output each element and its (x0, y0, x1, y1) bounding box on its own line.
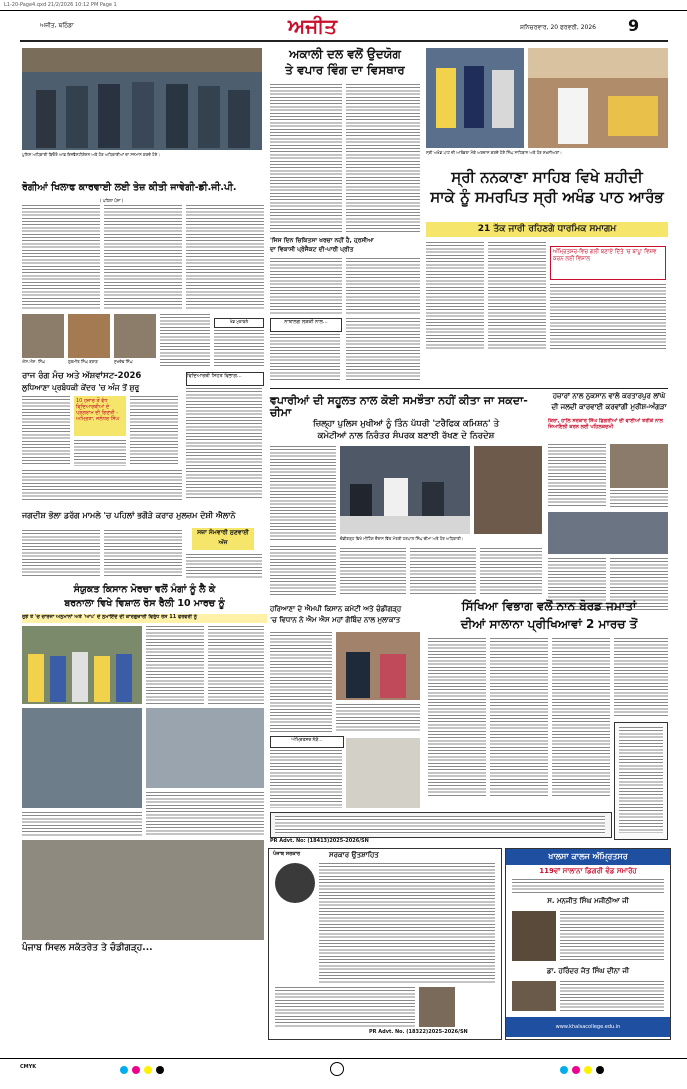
article-text-column (74, 440, 126, 466)
page-city: ਅਜੀਤ, ਬਠਿੰਡਾ (40, 22, 74, 29)
bottom-rule (0, 1058, 687, 1059)
continued-tag: ( ਪਹਿਲਾ ਪੰਨਾ ) (100, 198, 124, 203)
article-text-column (488, 242, 546, 350)
article-text-column (160, 314, 210, 366)
article-text-column (410, 548, 476, 596)
portrait-name: ਸੁਖਦੇਵ ਸਿੰਘ (114, 359, 133, 364)
nankana-headline: ਸਾਕੇ ਨੂੰ ਸਮਰਪਿਤ ਸ੍ਰੀ ਅਖੰਡ ਪਾਠ ਆਰੰਭ (430, 188, 664, 206)
article-text-column (336, 704, 420, 732)
kisan-headline: ਬਰਨਾਲਾ ਵਿਖੇ ਵਿਸ਼ਾਲ ਰੋਸ ਰੈਲੀ 10 ਮਾਰਚ ਨੂੰ (64, 598, 225, 609)
minor-girl-box: ਨਾਬਾਲਗ ਲੜਕੀ ਨਾਲ... (270, 318, 342, 332)
color-registration-icon (584, 1066, 592, 1074)
quote-box: 10 ਹਜ਼ਾਰ ਤੋਂ ਵੱਧ ਵਿਦਿਆਰਥੀਆਂ ਦੇ ਪ੍ਰੋਗਰਾਮ ਦੀ ਗਿਣਤੀ - ਅਮ੍ਰਿਤਾ, ਜਲੰਧਰ ਸਿੰਘ (74, 396, 126, 436)
page-number: 9 (628, 16, 640, 35)
kartarpur-headline: ਦੀ ਜਲਦੀ ਕਾਰਵਾਈ ਕਰਵਾਂਗੀ ਮੁਰੀਸ਼-ਅੰਗੜਾ (551, 403, 667, 411)
portrait-photo (610, 444, 668, 488)
color-registration-icon (144, 1066, 152, 1074)
article-text-column (346, 258, 420, 314)
article-text-column (214, 330, 264, 366)
article-text-column (270, 446, 336, 542)
drug-case-headline: ਜਗਦੀਸ਼ ਭੋਲਾ ਡਰੱਗ ਮਾਮਲੇ 'ਚ ਪਹਿਲਾਂ ਭਗੌੜੇ ਕਰਾਰ ਮੁਲਜ਼ਮ ਦੋਸ਼ੀ ਐਲਾਨੇ (22, 511, 236, 520)
article-text-column (22, 530, 100, 578)
section-rule (270, 388, 668, 389)
nankana-headline: ਸ੍ਰੀ ਨਨਕਾਣਾ ਸਾਹਿਬ ਵਿਖੇ ਸ਼ਹੀਦੀ (451, 168, 643, 186)
article-text-column (346, 318, 420, 382)
ceremony-box-text: ਵਿਦਿਆਰਥੀ ਸਿਹਤ ਵਿਭਾਗ... (187, 373, 242, 379)
education-headline: ਦੀਆਂ ਸਾਲਾਨਾ ਪ੍ਰੀਖਿਆਵਾਂ 2 ਮਾਰਚ ਤੋਂ (460, 617, 638, 631)
ad-body-text (560, 981, 664, 1011)
dgp-headline: ਰੋਗੀਆਂ ਖਿਲਾਫ ਕਾਰਵਾਈ ਲਈ ਤੇਜ਼ ਕੀਤੀ ਜਾਵੇਗੀ-ਡੀ.ਜੀ.ਪੀ. (22, 182, 237, 193)
pr-advt-number: PR Advt. No. (18322)2025-2026/SN (369, 1029, 468, 1035)
khalsa-name: ਸ. ਮਨਜੀਤ ਸਿੰਘ ਮਜੀਠੀਆ ਜੀ (547, 897, 629, 905)
government-notice (270, 812, 612, 838)
article-text-column (208, 626, 264, 704)
mp-headline: ਹਰਿਆਣਾ ਦੇ ਐਮਪੀ ਕਿਸਾਨ ਕਮੇਟੀ ਅਤੇ ਚੰਡੀਗੜ੍ਹ (270, 605, 402, 613)
top-rule (0, 10, 687, 11)
article-text-column (186, 388, 262, 500)
ad-body-text (275, 987, 415, 1027)
police-photo-caption: ਪੁਲਿਸ ਅਧਿਕਾਰੀ ਬਿਓਰੋ ਆਫ਼ ਇਨਵੈਸਟੀਗੇਸ਼ਨ ਅਤੇ ਹੋਰ ਅਧਿਕਾਰੀਆਂ ਦਾ ਸਨਮਾਨ ਕਰਦੇ ਹੋਏ। (22, 152, 160, 157)
article-text-column (428, 638, 486, 798)
bottom-ad-center (268, 848, 502, 1040)
page-slug: L1-20-Page4.qxd 21/2/2026 10:12 PM Page 1 (4, 2, 117, 8)
portrait-photo (512, 911, 556, 961)
article-text-column (104, 205, 182, 310)
cheema-meeting-photo (340, 446, 470, 534)
traffic-headline: ਕਮੇਟੀਆਂ ਨਾਲ ਨਿਰੰਤਰ ਸੰਪਰਕ ਬਣਾਈ ਰੱਖਣ ਦੇ ਨਿਰਦੇਸ਼ (317, 431, 495, 441)
article-text-column (146, 792, 264, 836)
cmyk-mark: CMYK (20, 1064, 37, 1070)
khalsa-college-ad (505, 848, 671, 1040)
officials-photo (474, 446, 542, 534)
meeting-photo (22, 708, 142, 808)
cheema-caption: ਚੰਡੀਗੜ੍ਹ ਵਿਖੇ ਮੀਟਿੰਗ ਦੌਰਾਨ ਵਿੱਤ ਮੰਤਰੀ ਹਰਪਾਲ ਸਿੰਘ ਚੀਮਾ ਅਤੇ ਹੋਰ ਅਧਿਕਾਰੀ। (340, 536, 464, 541)
article-text-column (186, 554, 262, 578)
article-text-column (548, 444, 606, 508)
color-registration-icon (572, 1066, 580, 1074)
khalsa-name: ਡਾ. ਹਰਿੰਦਰ ਜੋਤ ਸਿੰਘ ਦੀਨਾ ਜੀ (546, 967, 630, 975)
article-text-column (270, 334, 340, 382)
traffic-headline: ਜ਼ਿਲ੍ਹਾ ਪੁਲਿਸ ਮੁਖੀਆਂ ਨੂੰ ਤਿੰਨ ਪੱਧਰੀ 'ਟਰੈਫਿਕ ਕਮਿਸ਼ਨ' ਤੇ (312, 419, 500, 429)
notice-box (614, 722, 668, 840)
crosshair-icon (330, 1062, 344, 1076)
article-text-column (340, 548, 406, 596)
ad-body-text (512, 879, 664, 893)
article-text-column (22, 470, 182, 500)
ad-block (346, 738, 420, 808)
kartarpur-sub: ਕਿਰਾ, ਹਾਲਿ ਸਰਕਾਰ ਸਿੰਘ ਡਿਗਰੀਆਂ ਦੀ ਵਾਈਆਂ ਤਰੀਕੇ ਨਾਲ ਜਿਆਇਲੀ ਕਰਨ ਲਈ ਪਹਿਲਕਦਮੀ (548, 418, 663, 430)
portrait-photo (114, 314, 156, 358)
ceremony-box (186, 372, 264, 386)
article-text-column (610, 490, 668, 508)
article-text-column (550, 284, 666, 350)
article-text-column (270, 632, 332, 732)
portrait-photo (22, 314, 64, 358)
kartarpur-photo (548, 512, 668, 554)
gurdwara-photo-left (426, 48, 524, 148)
article-text-column (22, 205, 100, 310)
article-text-column (130, 396, 178, 466)
ad-title: ਸਰਕਾਰ ਉਤਸ਼ਾਹਿਤ (329, 851, 379, 859)
ad-label: ਪੰਜਾਬ ਸਰਕਾਰ (273, 851, 301, 857)
article-text-column (146, 626, 204, 704)
bottom-left-photo (22, 840, 264, 940)
color-registration-icon (156, 1066, 164, 1074)
khalsa-title: ਖਾਲਸਾ ਕਾਲਜ ਅੰਮ੍ਰਿਤਸਰ (506, 849, 670, 865)
kisan-headline: ਸੰਯੁਕਤ ਕਿਸਾਨ ਮੋਰਚਾ ਵਲੋਂ ਮੰਗਾਂ ਨੂੰ ਲੈ ਕੇ (73, 584, 216, 595)
portrait-photo (68, 314, 110, 358)
color-registration-icon (596, 1066, 604, 1074)
article-text-column (614, 638, 668, 718)
bottom-left-headline: ਪੰਜਾਬ ਸਿਵਲ ਸਕੱਤਰੇਤ ਤੇ ਚੰਡੀਗੜ੍ਹ... (22, 943, 153, 953)
portrait-name: ਐਸ.ਐਸ. ਸਿੰਘ (22, 359, 45, 364)
article-text-column (270, 750, 342, 808)
sentence-stamp: ਸਜ਼ਾ ਸੋਮਵਾਰੀ ਸੁਣਵਾਈ ਅੱਜ (192, 528, 254, 550)
group-photo (146, 708, 264, 788)
article-text-column (186, 205, 264, 310)
khalsa-sub: 119ਵਾਂ ਸਾਲਾਨਾ ਡਿਗਰੀ ਵੰਡ ਸਮਾਰੋਹ (539, 867, 637, 875)
protest-photo (22, 626, 142, 704)
center-sub-headline: 'ਜਿਸ ਦਿਨ ਚਿਕਿਤਸਾ ਖਰਚਾ ਨਹੀਂ ਹੈ, ਹ੍ਰਸੀਆ (270, 237, 374, 244)
article-text-column (490, 638, 548, 798)
quote-box: ਅੰਮ੍ਰਿਤਸਰ-ਵਿਚ ਗਲੀ ਬਣਾਏ ਦਿੱਤੇ 'ਚ ਬਾਪੂ' ਵਿਸ਼ਵ ਕਰਨ ਲਈ ਵਿਸ਼ਾਲ (550, 246, 666, 280)
mp-meeting-photo (336, 632, 420, 700)
emblem-icon (275, 863, 315, 903)
header-rule (20, 40, 668, 42)
color-registration-icon (132, 1066, 140, 1074)
akali-headline: ਅਕਾਲੀ ਦਲ ਵਲੋਂ ਉਦਯੋਗ (289, 47, 401, 61)
article-text-column (480, 548, 542, 596)
ad-body-text (319, 863, 495, 983)
official-portrait (419, 987, 455, 1027)
article-text-column (426, 242, 484, 350)
article-text-column (22, 812, 142, 836)
sports-box-label: ਖੇਡ ਮੁਕਾਬਲੇ (214, 318, 264, 328)
article-text-column (346, 84, 420, 234)
article-text-column (552, 638, 610, 798)
page-date: ਸ਼ਨਿਚਰਵਾਰ, 20 ਫਰਵਰੀ, 2026 (520, 24, 596, 31)
khalsa-footer: www.khalsacollege.edu.in (506, 1017, 670, 1037)
masthead: ਅਜੀਤ (288, 14, 338, 38)
cheema-headline: ਵਪਾਰੀਆਂ ਦੀ ਸਹੂਲਤ ਨਾਲ ਕੋਈ ਸਮਝੌਤਾ ਨਹੀਂ ਕੀਤਾ ਜਾ ਸਕਦਾ-ਚੀਮਾ (270, 394, 528, 419)
gurdwara-photo-right (528, 48, 668, 148)
mp-headline: 'ਚ ਵਿਧਾਨ ਨੇ ਐਮ ਐਸ ਮਹਾਂ ਗੋਬਿੰਦ ਨਾਲ ਮੁਲਾਕਾਤ (270, 616, 401, 624)
pr-advt-number: PR Advt. No: (18413)2025-2026/SN (270, 838, 369, 844)
article-text-column (270, 84, 342, 234)
ad-body-text (560, 911, 664, 961)
article-text-column (270, 258, 342, 314)
article-text-column (104, 530, 182, 578)
nankana-sub-headline: 21 ਤੱਕ ਜਾਰੀ ਰਹਿਣਗੇ ਧਾਰਮਿਕ ਸਮਾਗਮ (426, 222, 668, 237)
color-registration-icon (120, 1066, 128, 1074)
sub-headline: ਰਾਜ ਰੰਗ ਮੰਚ ਅਤੇ ਅੱਸ਼ਵਾਂਸਟ-2026 (22, 371, 142, 381)
police-officers-photo (22, 48, 262, 150)
akali-headline: ਤੇ ਵਪਾਰ ਵਿੰਗ ਦਾ ਵਿਸਥਾਰ (285, 63, 405, 77)
article-text-column (270, 546, 336, 596)
gurdwara-caption: ਸ੍ਰੀ ਅਖੰਡ ਪਾਠ ਦੀ ਆਰੰਭਤਾ ਮੌਕੇ ਅਰਦਾਸ ਕਰਦੇ ਹੋਏ ਸਿੰਘ ਸਾਹਿਬਾਨ ਅਤੇ ਹੋਰ ਸ਼ਖ਼ਸੀਅਤਾਂ। (426, 150, 562, 155)
sub-headline: ਲੁਧਿਆਣਾ ਪ੍ਰਬੰਧਕੀ ਕੇਂਦਰ 'ਚ ਅੰਜ ਤੋਂ ਸ਼ੁਰੂ (22, 383, 140, 392)
amritsar-box: ਅੰਮ੍ਰਿਤਸਰ ਨੇੜੇ... (270, 736, 344, 748)
center-sub-headline: ਦਾ ਵਿਕਾਸੀ ਪ੍ਰੋਜੈਕਟ ਦੀ-ਪਾਰੀ ਪ੍ਰੀਤ (270, 246, 354, 253)
color-registration-icon (560, 1066, 568, 1074)
highlight-band: ਰੁਝੇ ਤੇ 'ਚ ਚਾਰਜਾ ਅਨੁਮਾਨਾਂ ਅਤੇ 'ਆਪ' ਦੇ ਨੁਮਾਇੰਦੇ ਦੀ ਕਾਰਗੁਜ਼ਾਰੀ ਵਿਰੁੱਧ ਰੋਸ 11 ਫਰਵਰੀ ਨੂੰ (22, 614, 267, 623)
article-text-column (22, 396, 70, 466)
kartarpur-headline: ਹਜ਼ਾਰਾਂ ਨਾਲ ਨੁਕਸਾਨ ਵਾਲੇ ਕਰਤਾਰਪੁਰ ਲਾਂਘੇ (552, 392, 666, 400)
portrait-name: ਗੁਰਮੀਤ ਸਿੰਘ ਬਰਾੜ (68, 359, 98, 364)
education-headline: ਸਿੱਖਿਆ ਵਿਭਾਗ ਵਲੋਂ ਨਾਨ ਬੋਰਡ ਜਮਾਤਾਂ (461, 599, 637, 613)
portrait-photo (512, 981, 556, 1011)
